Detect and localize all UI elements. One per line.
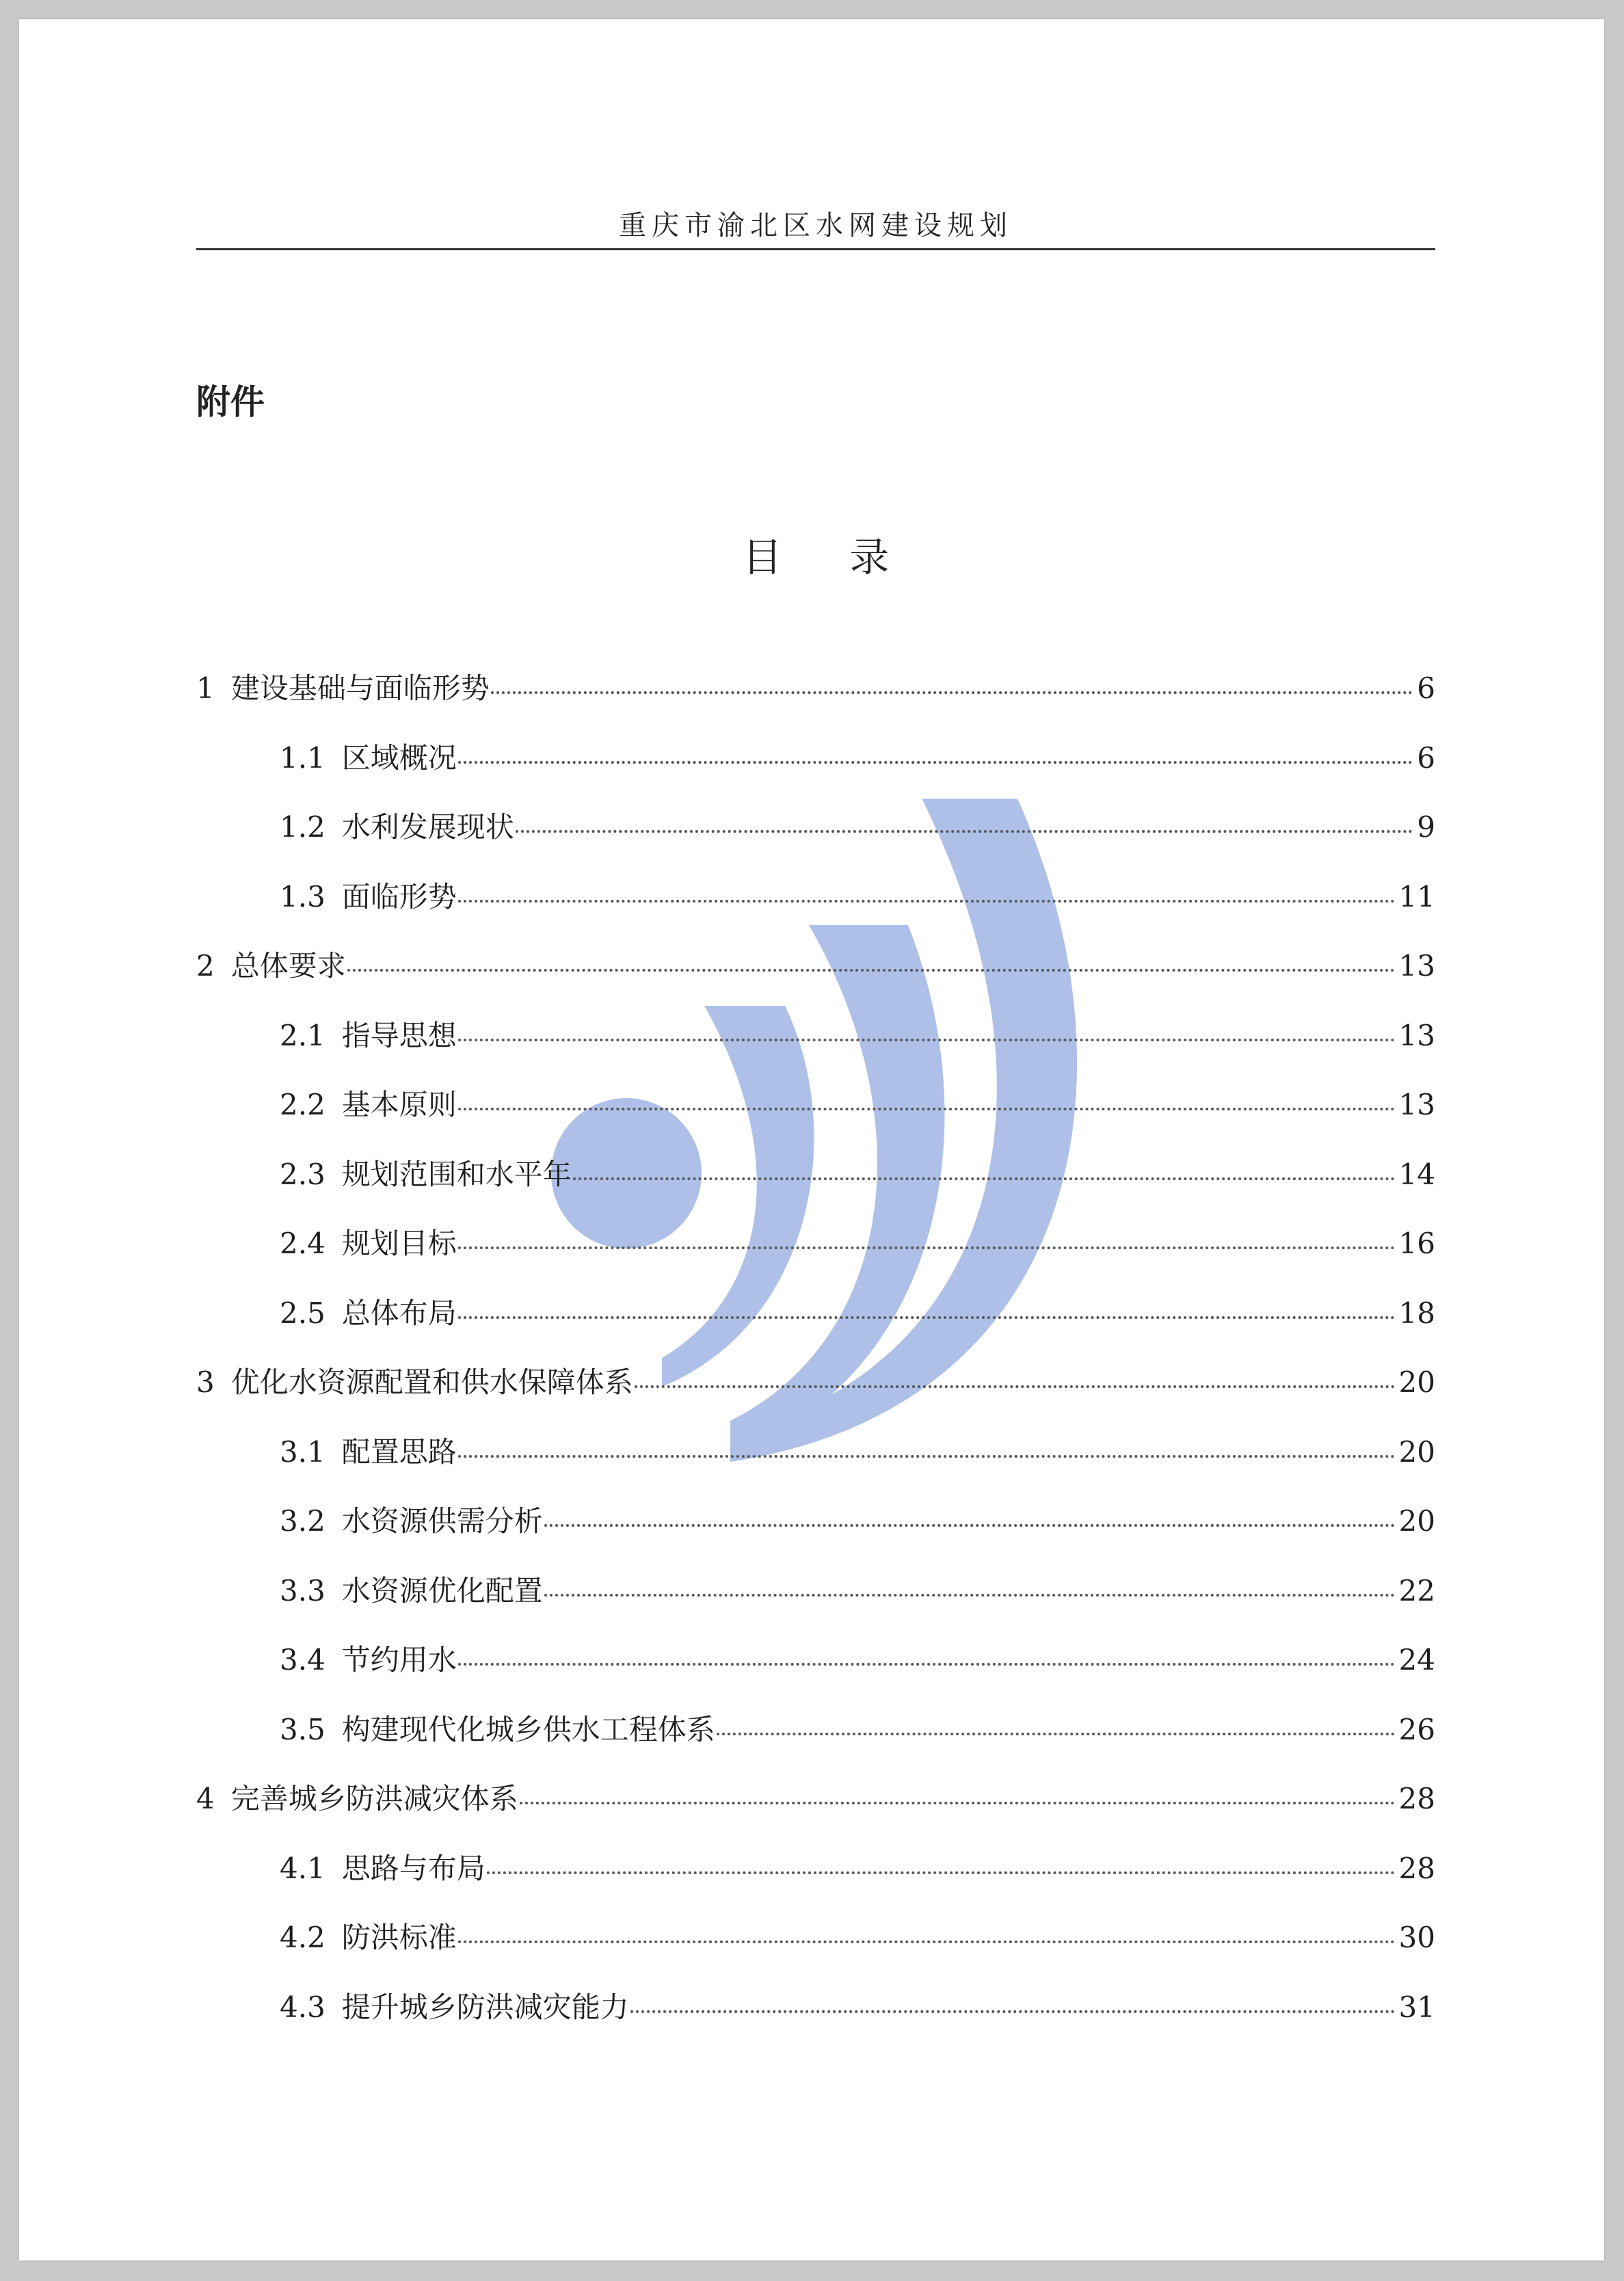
toc-entry-title: 防洪标准 xyxy=(341,1921,457,1954)
toc-dot-leader xyxy=(573,1177,1395,1180)
toc-entry-page: 22 xyxy=(1398,1573,1435,1608)
toc-dot-leader xyxy=(487,1871,1395,1874)
toc-entry-number: 3.1 xyxy=(280,1435,325,1469)
toc-entry-number: 3.3 xyxy=(280,1573,325,1608)
toc-title: 目 录 xyxy=(742,534,917,581)
toc-entry-page: 9 xyxy=(1417,810,1435,844)
toc-entry-number: 2.4 xyxy=(280,1227,325,1260)
toc-entry-number: 3 xyxy=(196,1365,215,1399)
toc-entry xyxy=(196,1209,1435,1279)
toc-entry-number: 1 xyxy=(196,671,215,705)
toc-entry-title: 指导思想 xyxy=(341,1018,457,1052)
toc-entry xyxy=(196,1695,1435,1765)
toc-entry-number: 2.1 xyxy=(280,1018,325,1052)
toc-entry-page: 30 xyxy=(1398,1921,1435,1954)
toc-entry-title: 规划目标 xyxy=(341,1227,457,1260)
toc-entry-page: 11 xyxy=(1398,879,1435,913)
annex-label: 附件 xyxy=(196,382,265,422)
toc-entry xyxy=(196,1140,1435,1210)
toc-dot-leader xyxy=(458,1663,1395,1666)
toc-entry-title: 构建现代化城乡供水工程体系 xyxy=(341,1712,715,1746)
toc-entry xyxy=(196,1834,1435,1904)
toc-entry-title: 水利发展现状 xyxy=(341,810,514,844)
toc-entry xyxy=(196,1764,1435,1834)
toc-dot-leader xyxy=(635,1385,1395,1388)
toc-entry xyxy=(196,1486,1435,1556)
toc-dot-leader xyxy=(458,1108,1395,1110)
toc-entry-number: 2.5 xyxy=(280,1296,325,1330)
header-rule xyxy=(196,248,1435,250)
toc-entry xyxy=(196,1001,1435,1071)
toc-entry xyxy=(196,723,1435,793)
toc-entry-number: 1.3 xyxy=(280,879,325,913)
toc-entry-number: 1.2 xyxy=(280,810,325,844)
toc-entry xyxy=(196,1417,1435,1487)
toc-dot-leader xyxy=(458,761,1413,764)
toc-entry-page: 28 xyxy=(1398,1851,1435,1885)
toc-entry-page: 20 xyxy=(1398,1365,1435,1399)
toc-entry xyxy=(196,1625,1435,1695)
toc-entry xyxy=(196,1348,1435,1417)
toc-entry-page: 26 xyxy=(1398,1712,1435,1746)
toc-dot-leader xyxy=(516,830,1413,833)
toc-entry-title: 完善城乡防洪减灾体系 xyxy=(230,1782,518,1815)
toc-entry xyxy=(196,1070,1435,1140)
toc-dot-leader xyxy=(520,1802,1395,1804)
toc-entry-page: 31 xyxy=(1398,1990,1435,2024)
toc-entry-title: 水资源优化配置 xyxy=(341,1573,543,1608)
running-header: 重庆市渝北区水网建设规划 xyxy=(619,210,1013,241)
toc-dot-leader xyxy=(491,691,1413,694)
toc-entry-number: 3.2 xyxy=(280,1504,325,1538)
toc-entry-number: 1.1 xyxy=(280,741,325,775)
toc-entry-page: 20 xyxy=(1398,1435,1435,1469)
toc-list xyxy=(196,654,1435,2042)
toc-entry xyxy=(196,1556,1435,1626)
toc-entry-title: 区域概况 xyxy=(341,741,457,775)
toc-entry-title: 面临形势 xyxy=(341,879,457,913)
toc-entry xyxy=(196,931,1435,1001)
toc-dot-leader xyxy=(717,1733,1395,1735)
toc-dot-leader xyxy=(458,1455,1395,1458)
toc-dot-leader xyxy=(347,969,1395,972)
toc-entry-page: 24 xyxy=(1398,1643,1435,1677)
toc-entry xyxy=(196,862,1435,932)
toc-entry-title: 规划范围和水平年 xyxy=(341,1157,572,1191)
toc-entry xyxy=(196,1903,1435,1973)
toc-entry-number: 4.2 xyxy=(280,1921,325,1954)
toc-entry-number: 2.3 xyxy=(280,1157,325,1191)
toc-entry-title: 总体要求 xyxy=(230,949,346,983)
toc-entry-page: 14 xyxy=(1398,1157,1435,1191)
toc-dot-leader xyxy=(630,2010,1395,2013)
toc-entry-page: 16 xyxy=(1398,1227,1435,1260)
toc-entry-number: 2.2 xyxy=(280,1088,325,1121)
toc-entry-title: 思路与布局 xyxy=(341,1851,485,1885)
document-page xyxy=(19,19,1604,2260)
toc-entry-page: 6 xyxy=(1417,671,1435,705)
toc-entry xyxy=(196,1973,1435,2042)
toc-entry-page: 18 xyxy=(1398,1296,1435,1330)
toc-dot-leader xyxy=(544,1524,1395,1527)
toc-entry xyxy=(196,792,1435,862)
toc-entry-number: 4 xyxy=(196,1782,215,1815)
toc-entry xyxy=(196,654,1435,723)
toc-entry-title: 总体布局 xyxy=(341,1296,457,1330)
toc-dot-leader xyxy=(458,1940,1395,1943)
toc-entry-number: 3.4 xyxy=(280,1643,325,1677)
toc-entry-page: 13 xyxy=(1398,949,1435,983)
toc-dot-leader xyxy=(544,1594,1395,1597)
toc-entry-page: 20 xyxy=(1398,1504,1435,1538)
toc-dot-leader xyxy=(458,1039,1395,1041)
toc-entry-page: 6 xyxy=(1417,741,1435,775)
toc-entry-page: 13 xyxy=(1398,1088,1435,1121)
toc-entry-page: 28 xyxy=(1398,1782,1435,1815)
toc-entry-title: 建设基础与面临形势 xyxy=(230,671,490,705)
toc-dot-leader xyxy=(458,1316,1395,1319)
toc-entry-title: 节约用水 xyxy=(341,1643,457,1677)
toc-entry-title: 配置思路 xyxy=(341,1435,457,1469)
toc-entry-title: 优化水资源配置和供水保障体系 xyxy=(230,1365,633,1399)
toc-entry-number: 3.5 xyxy=(280,1712,325,1746)
toc-entry-number: 4.1 xyxy=(280,1851,325,1885)
toc-entry-title: 水资源供需分析 xyxy=(341,1504,543,1538)
toc-entry-number: 2 xyxy=(196,949,215,983)
toc-entry xyxy=(196,1279,1435,1348)
toc-entry-title: 基本原则 xyxy=(341,1088,457,1121)
toc-dot-leader xyxy=(458,900,1395,903)
toc-entry-page: 13 xyxy=(1398,1018,1435,1052)
toc-entry-number: 4.3 xyxy=(280,1990,325,2024)
toc-entry-title: 提升城乡防洪减灾能力 xyxy=(341,1990,629,2024)
toc-dot-leader xyxy=(458,1246,1395,1249)
